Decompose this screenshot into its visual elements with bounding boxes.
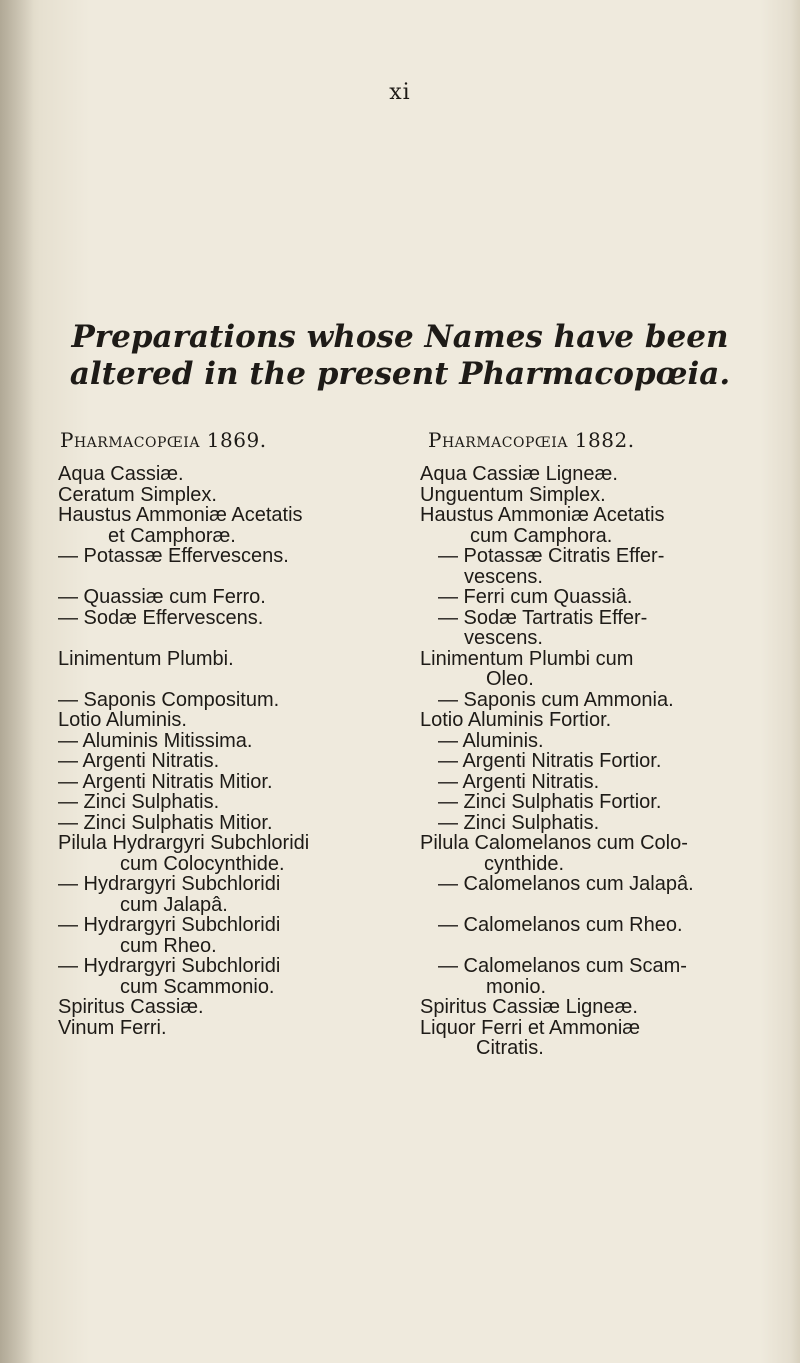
entry-line: Ceratum Simplex. [58, 483, 217, 506]
entry-line: — Hydrargyri Subchloridi [58, 955, 281, 977]
entry-line: — Argenti Nitratis. [58, 750, 220, 772]
entry-line: — Zinci Sulphatis Fortior. [438, 791, 662, 813]
entry-line: Citratis. [476, 1037, 544, 1059]
entry-line: Lotio Aluminis. [58, 709, 187, 731]
entry-line: — Hydrargyri Subchloridi [58, 914, 281, 936]
entry-line: cum Rheo. [120, 934, 217, 957]
entry-line: — Potassæ Citratis Effer- [438, 545, 665, 567]
entry-line: Oleo. [486, 668, 534, 690]
entry-line: Linimentum Plumbi. [58, 647, 234, 670]
column-1882 [420, 428, 750, 1059]
column-1869 [58, 428, 368, 1038]
entry-line: Liquor Ferri et Ammoniæ [420, 1016, 641, 1039]
entry-line: Haustus Ammoniæ Acetatis [420, 504, 665, 526]
entry-line: et Camphoræ. [108, 524, 236, 547]
entry-line: — Ferri cum Quassiâ. [438, 586, 633, 608]
page-number: xi [389, 80, 411, 105]
page-title-line-1: Preparations whose Names have been [71, 319, 729, 355]
entry-line: Pilula Hydrargyri Subchloridi [58, 832, 310, 854]
entry-line: — Zinci Sulphatis. [438, 811, 600, 834]
entry-line: — Aluminis Mitissima. [58, 729, 253, 752]
entry-line: — Potassæ Effervescens. [58, 545, 289, 567]
entry-line: — Quassiæ cum Ferro. [58, 586, 266, 608]
column-heading-1869: Pharmacopœia 1869. [60, 428, 267, 452]
entry-line: — Calomelanos cum Rheo. [438, 914, 683, 936]
entry-line [420, 895, 750, 916]
column-heading-1882: Pharmacopœia 1882. [428, 428, 635, 452]
entry-line: Unguentum Simplex. [420, 483, 606, 506]
entry-line: Vinum Ferri. [58, 1016, 167, 1039]
binding-shadow [0, 0, 34, 1363]
entry-line: Linimentum Plumbi cum [420, 647, 634, 670]
entry-line: — Aluminis. [438, 729, 544, 752]
entry-line: vescens. [464, 627, 543, 649]
entry-line: Aqua Cassiæ Ligneæ. [420, 463, 618, 485]
entry-line [58, 628, 368, 649]
entry-line: — Saponis Compositum. [58, 688, 280, 711]
entry-line: Aqua Cassiæ. [58, 463, 184, 485]
entry-line: vescens. [464, 565, 543, 588]
entry-line: — Argenti Nitratis Mitior. [58, 770, 273, 793]
entry-line: Spiritus Cassiæ. [58, 996, 204, 1018]
entry-line: cum Jalapâ. [120, 893, 228, 916]
page-title-line-2: altered in the present Pharmacopœia. [69, 356, 731, 392]
entry-line: Lotio Aluminis Fortior. [420, 709, 612, 731]
entry-line: cum Camphora. [470, 524, 613, 547]
entry-line: — Zinci Sulphatis. [58, 791, 220, 813]
entry-line: cum Colocynthide. [120, 852, 285, 875]
entry-line: cynthide. [484, 852, 565, 875]
entry-line: — Zinci Sulphatis Mitior. [58, 811, 273, 834]
entry-line [58, 567, 368, 588]
entry-line: — Argenti Nitratis. [438, 770, 600, 793]
entry-line: cum Scammonio. [120, 975, 275, 998]
entry-line: — Calomelanos cum Jalapâ. [438, 873, 694, 895]
entry-line: — Sodæ Tartratis Effer- [438, 606, 648, 629]
entry-line: Haustus Ammoniæ Acetatis [58, 504, 303, 526]
entry-line: Spiritus Cassiæ Ligneæ. [420, 996, 638, 1018]
entry-line: — Hydrargyri Subchloridi [58, 873, 281, 895]
entry-line: — Calomelanos cum Scam- [438, 955, 687, 977]
entry-line: — Saponis cum Ammonia. [438, 688, 674, 711]
entry-line: Pilula Calomelanos cum Colo- [420, 832, 688, 854]
entry-line [420, 936, 750, 957]
entry-line [58, 669, 368, 690]
entry-line: — Argenti Nitratis Fortior. [438, 750, 662, 772]
entry-line: — Sodæ Effervescens. [58, 606, 264, 629]
entry-line: monio. [486, 975, 547, 998]
